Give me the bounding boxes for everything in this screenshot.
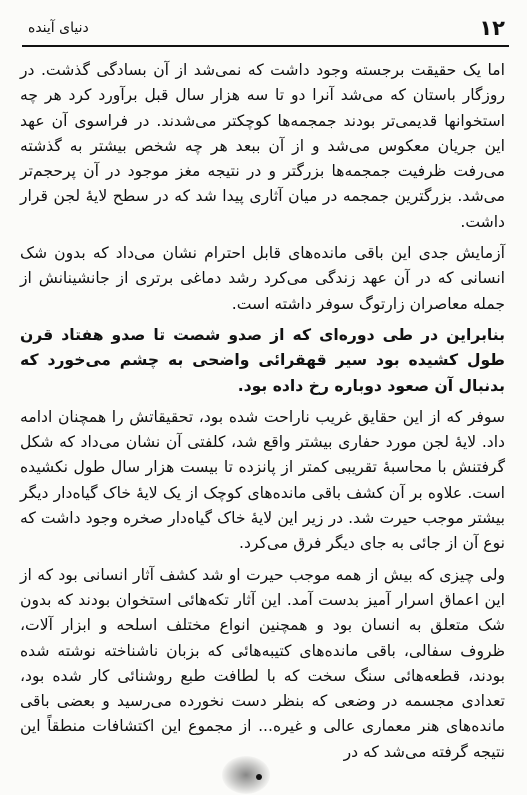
paragraph-3: بنابراین در طی دوره‌ای که از صدو شصت تا صدو هفتاد قرن طول کشیده بود سیر قهقرائی واضحی به چشم می‌خورد که بدنبال آن صعود دوباره رخ داده بود. <box>20 325 505 395</box>
paragraph-4: سوفر که از این حقایق غریب ناراحت شده بود، تحقیقاتش را همچنان ادامه داد. لایهٔ لجن مورد حفاری بیشتر واقع شد، کلفتی آن نشان می‌داد که شکل گرفتنش با محاسبهٔ تقریبی کمتر از پانزده تا بیست هزار سال طول نکشیده است. علاوه بر آن کشف باقی مانده‌های کوچک از یک لایهٔ خاک گیاه‌دار دیگر بیشتر موجب حیرت شد. در زیر این لایهٔ خاک گیاه‌دار صخره وجود داشت که نوع آن از جائی به جای دیگر فرق می‌کرد. <box>20 407 505 553</box>
header-rule <box>22 45 509 47</box>
paragraph-5: ولی چیزی که بیش از همه موجب حیرت او شد کشف آثار انسانی بود که از این اعماق اسرار آمیز بدست آمد. این آثار تکه‌هائی استخوان بودند که بدون شک متعلق به انسان بود و همچنین انواع مختلف اسلحه و ابزار آلات، ظروف سفالی، باقی مانده‌های کتیبه‌هائی که بزبان ناشناخته نوشته شده بودند، قطعه‌هائی سنگ سخت که با لطافت طبع روشنائی کار شده بود، تعدادی مجسمه در وضعی که بنظر دست نخورده می‌رسید و بعضی باقی مانده‌های هنر معماری عالی و غیره... از مجموع این اکتشافات منطقاً این نتیجه گرفته می‌شد که در <box>20 565 505 761</box>
running-title: دنیای آینده <box>28 20 89 36</box>
body-text <box>20 58 505 771</box>
ink-dot <box>256 774 262 780</box>
page-header <box>22 14 509 44</box>
paragraph-2: آزمایش جدی این باقی مانده‌های قابل احترام نشان می‌داد که بدون شک انسانی که در آن عهد زندگی می‌کرد رشد دماغی برتری از جانشینانش از جمله معاصران زارتوگ سوفر داشته است. <box>20 244 505 313</box>
page-number: ۱۲ <box>479 16 505 40</box>
ink-smudge <box>222 756 270 794</box>
paragraph-1: اما یک حقیقت برجسته وجود داشت که نمی‌شد از آن بسادگی گذشت. در روزگار باستان که می‌شد آنرا دو تا سه هزار سال قبل برآورد کرد هر چه استخوانها قدیمی‌تر بودند جمجمه‌ها کوچکتر می‌شدند. در فراسوی آن عهد این جریان معکوس می‌شد و از آن ببعد هر چه شخص بیشتر به گذشته می‌رفت ظرفیت جمجمه‌ها بزرگتر و در نتیجه مغز موجود در آن پرحجم‌تر می‌شد. بزرگترین جمجمه در میان آثاری پیدا شد که در سطح لایهٔ لجن قرار داشت. <box>20 61 505 231</box>
